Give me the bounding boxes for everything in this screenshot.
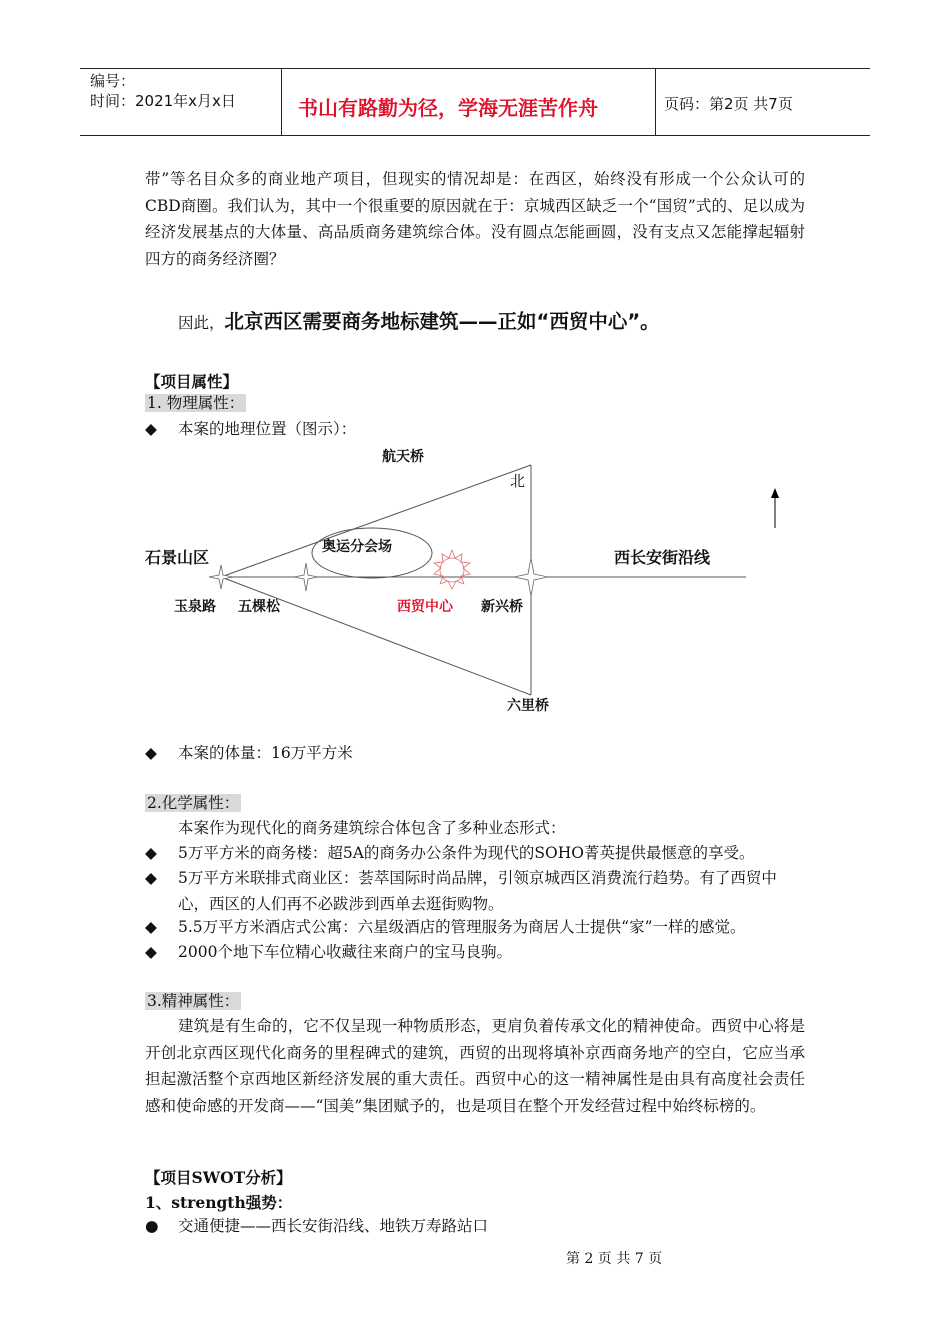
map-upper-line [221,465,531,577]
section-swot: 【项目SWOT分析】 [145,1168,292,1187]
section-project-attributes: 【项目属性】 [145,372,239,391]
strength-title: 1、strength强势： [145,1193,293,1212]
ximao-sun-icon [434,550,470,589]
conclusion-prefix: 因此， [178,314,225,332]
label-olympic-venue: 奥运分会场 [322,539,392,555]
volume-bullet: ◆ 本案的体量：16万平方米 [145,740,810,766]
chemical-intro: 本案作为现代化的商务建筑综合体包含了多种业态形式： [178,819,566,837]
header-divider-left [281,68,282,135]
diamond-bullet-icon: ◆ [145,420,157,438]
chemical-bullet: ◆ 5万平方米联排式商业区：荟萃国际时尚品牌，引领京城西区消费流行趋势。有了西贸中心，西区的人们再不必跋涉到西单去逛街购物。 [145,865,810,917]
diamond-bullet-icon: ◆ [145,943,157,961]
circle-bullet-icon: ● [145,1217,159,1235]
xinxing-star-icon [514,558,548,596]
chemical-bullet: ◆ 5.5万平方米酒店式公寓：六星级酒店的管理服务为商居人士提供“家”一样的感觉。 [145,914,810,940]
spiritual-attributes-title: 3.精神属性： [147,992,240,1010]
conclusion-bold: 北京西区需要商务地标建筑——正如“西贸中心”。 [224,310,660,333]
chemical-bullet: ◆ 2000个地下车位精心收藏往来商户的宝马良驹。 [145,939,810,965]
label-hangtian-bridge: 航天桥 [382,449,424,465]
header-number: 编号： [90,72,136,90]
strength-bullet: ● 交通便捷——西长安街沿线、地铁万寿路站口 [145,1213,810,1239]
location-bullet: ◆ 本案的地理位置（图示）： [145,416,810,442]
diamond-bullet-icon: ◆ [145,844,157,862]
intro-paragraph: 带”等名目众多的商业地产项目，但现实的情况却是：在西区，始终没有形成一个公众认可的CBD商圈。我们认为，其中一个很重要的原因就在于：京城西区缺乏一个“国贸”式的、足以成为经济发展基点的大体量、高品质商务建筑综合体。没有圆点怎能画圆，没有支点又怎能撑起辐射四方的商务经济圈？ [145,170,805,268]
label-shijingshan: 石景山区 [145,548,210,567]
diamond-bullet-icon: ◆ [145,869,157,887]
label-north: 北 [510,472,526,490]
yuquan-star-icon [209,565,233,589]
header-bottom-border [80,135,870,136]
conclusion-line [178,306,660,334]
diamond-bullet-icon: ◆ [145,744,157,762]
wukesong-star-icon [294,563,318,591]
spiritual-paragraph: 建筑是有生命的，它不仅呈现一种物质形态，更肩负着传承文化的精神使命。西贸中心将是开创北京西区现代化商务的里程碑式的建筑，西贸的出现将填补京西商务地产的空白，它应当承担起激活整个京西地区新经济发展的重大责任。西贸中心的这一精神属性是由具有高度社会责任感和使命感的开发商——“国美”集团赋予的，也是项目在整个开发经营过程中始终标榜的。 [145,1017,805,1115]
map-lower-line [221,577,531,695]
chemical-bullet: ◆ 5万平方米的商务楼：超5A的商务办公条件为现代的SOHO菁英提供最惬意的享受。 [145,840,810,866]
header-page-info: 页码：第2页 共7页 [664,95,793,113]
header-divider-right [655,68,656,135]
header-motto: 书山有路勤为径，学海无涯苦作舟 [298,96,598,120]
physical-attributes-title: 1. 物理属性： [147,394,245,412]
chemical-attributes-title: 2.化学属性： [147,794,240,812]
label-yuquan-road: 玉泉路 [174,599,216,615]
header-time: 时间：2021年x月x日 [90,92,236,110]
header-top-border [80,68,870,69]
label-wukesong: 五棵松 [238,599,280,615]
diamond-bullet-icon: ◆ [145,918,157,936]
location-map [0,430,950,730]
label-xichangan: 西长安街沿线 [614,548,711,567]
label-liuli-bridge: 六里桥 [507,698,549,714]
label-ximao-center: 西贸中心 [397,599,453,615]
page-footer: 第 2 页 共 7 页 [566,1251,663,1267]
label-xinxing-bridge: 新兴桥 [481,599,523,615]
